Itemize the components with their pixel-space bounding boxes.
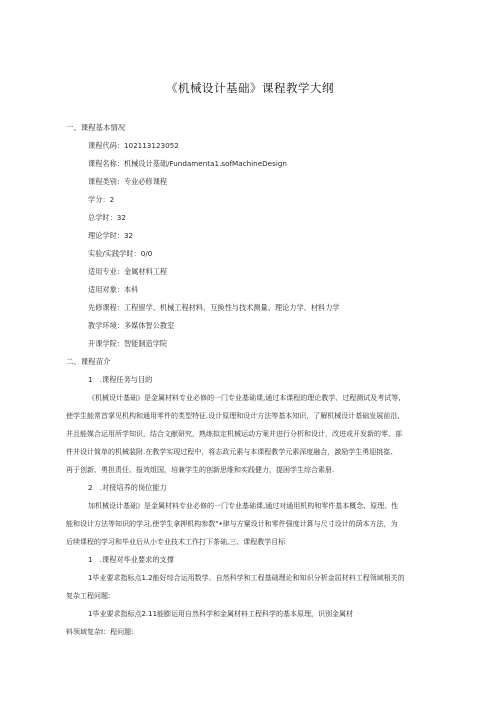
info-line-course-name: 课程名称：机械设计基础/Fundamenta1.sofMachineDesign: [88, 159, 287, 168]
paragraph-graduation-support: [66, 569, 405, 641]
paragraph-line: 件并设计简单的机械装附.在教学实现过程中，将志政元素与本课程教学元素深度融合，激励学生勇迎挑崔、: [66, 448, 398, 456]
info-line-total-hours: 总学时：32: [88, 213, 126, 222]
paragraph-line: 并且能媒合运用所学知识，结合文献研究，熟练拟定机械运动方案并进行分析和设计，改进或开发新的零、部: [66, 430, 402, 438]
paragraph-line: 《机械设计基础》是金属材料专业必修的一门专业基础课,通过本课程的理论教学、过程测试及考试等,: [88, 394, 401, 402]
subheading-task-purpose: 1 .课程任务与目的: [88, 375, 153, 384]
info-line-course-category: 课程类别：专业必修课程: [88, 177, 168, 186]
info-line-audience: 适用对象：本科: [88, 285, 139, 294]
paragraph-line: 使学生能常首掌见机构和通用零件的类型特征.设计原理和设计方法等基本知识，了解机械设计基础发展前沿,: [66, 412, 400, 420]
document-title: 《机械设计基础》课程教学大纲: [166, 81, 334, 95]
info-line-lab-hours: 实验/实践学时：0/0: [88, 249, 153, 258]
paragraph-line: 复杂工程问题:: [66, 592, 111, 600]
paragraph-line: 加机械设计基础》是金属材料专业必修的一门专业基础课,通过对通用机构和零件基本概念、原理、性: [88, 502, 399, 510]
info-line-major: 适用专业：金属材料工程: [88, 267, 168, 276]
info-line-credits: 学分：2: [88, 195, 115, 204]
paragraph-task-purpose: [66, 389, 402, 479]
subheading-job-ability: 2 .对接培养的岗位能力: [88, 483, 167, 492]
subheading-graduation-support: 1 .课程对毕业要求的支撑: [88, 555, 174, 564]
paragraph-line: 后续课程的学习和毕业后从小专业技术工作打下茶础,三、课程教学目标: [66, 538, 286, 546]
info-line-course-code: 课程代码：102113123052: [88, 141, 179, 150]
paragraph-line: 再于创新、勇担责任、报效组国，培兼学生的创新思维和实践健力，提困学生综合素册.: [66, 466, 335, 474]
section-heading-basic-info: 一、课程基本情况: [66, 123, 126, 132]
info-line-prerequisites: 先修课程：工程留学、机械工程材料、互换性与技术测量、理论力学、材料力学: [88, 303, 340, 312]
info-line-college: 开课学院：智能制造学院: [88, 339, 168, 348]
paragraph-job-ability: [66, 497, 398, 551]
paragraph-line: 料领域复杂I：程问题:: [66, 628, 134, 636]
section-heading-intro: 二、课程苗介: [66, 357, 111, 366]
info-line-environment: 教学环境：多媒体智公教室: [88, 321, 175, 330]
paragraph-line: 1毕业要求指标点2.11能膨运用自然科学和金属材料工程科学的基本原理，识别金属材: [88, 610, 354, 618]
info-line-theory-hours: 理论学时：32: [88, 231, 134, 240]
paragraph-line: 能和设计方法等知识的学习,使学生拿押机构参数"•律与方窠设计和零件强度计算与尺寸设计的荫本方法，为: [66, 520, 398, 528]
paragraph-line: 1毕业要求指标点1.2能好综合运用数学、自然科学和工程基础理论和知识分析金屈材料工程领域相关的: [88, 574, 405, 582]
